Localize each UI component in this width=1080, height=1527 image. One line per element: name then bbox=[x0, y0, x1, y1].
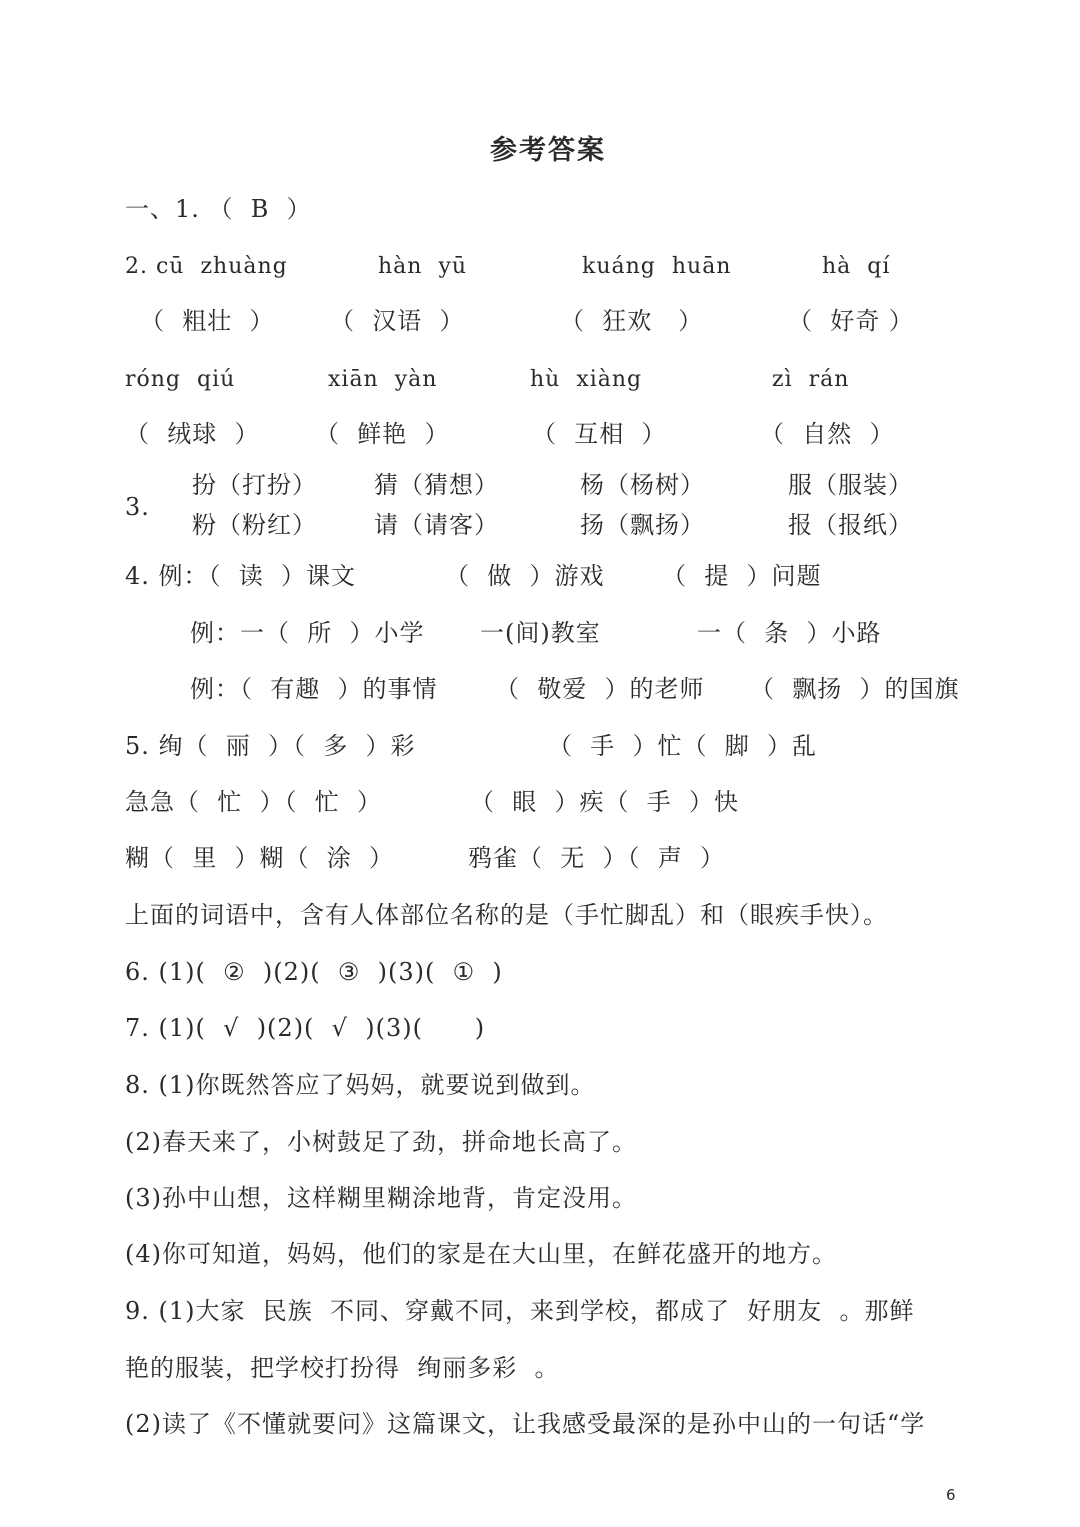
q8-line-2: (2)春天来了，小树鼓足了劲，拼命地长高了。 bbox=[125, 1128, 637, 1156]
q5-item-5: 糊（ 里 ）糊（ 涂 ） bbox=[125, 844, 395, 872]
q3-pair-5: 粉（粉红） bbox=[192, 511, 317, 539]
q8-line-4: (4)你可知道，妈妈，他们的家是在大山里，在鲜花盛开的地方。 bbox=[125, 1240, 837, 1268]
q2-word-6: （ 鲜艳 ） bbox=[315, 420, 450, 448]
q3-pair-1: 扮（打扮） bbox=[192, 471, 317, 499]
q2-pinyin-7: hù xiàng bbox=[530, 367, 643, 392]
q5-summary: 上面的词语中，含有人体部位名称的是（手忙脚乱）和（眼疾手快）。 bbox=[125, 901, 888, 929]
q8-line-1: 8. (1)你既然答应了妈妈，就要说到做到。 bbox=[125, 1071, 596, 1099]
q4-item-5: 一(间)教室 bbox=[480, 619, 601, 647]
q3-pair-8: 报（报纸） bbox=[788, 511, 913, 539]
q6-answer: 6. (1)( ② )(2)( ③ )(3)( ① ) bbox=[125, 958, 503, 986]
q3-pair-3: 杨（杨树） bbox=[580, 471, 705, 499]
q2-pinyin-5: róng qiú bbox=[125, 367, 236, 392]
q5-item-3: 急急（ 忙 ）（ 忙 ） bbox=[125, 788, 383, 816]
q3-label: 3. bbox=[125, 493, 150, 521]
q3-pair-6: 请（请客） bbox=[374, 511, 499, 539]
q1-answer: 一、1. （ B ） bbox=[125, 195, 312, 223]
q8-line-3: (3)孙中山想，这样糊里糊涂地背，肯定没用。 bbox=[125, 1184, 637, 1212]
q2-word-3: （ 狂欢 ） bbox=[560, 307, 704, 335]
q4-item-2: （ 做 ）游戏 bbox=[445, 562, 605, 590]
q3-pair-4: 服（服装） bbox=[788, 471, 913, 499]
q3-pair-7: 扬（飘扬） bbox=[580, 511, 705, 539]
q2-pinyin-6: xiān yàn bbox=[328, 367, 438, 392]
q5-item-6: 鸦雀（ 无 ）（ 声 ） bbox=[468, 844, 726, 872]
q3-pair-2: 猜（猜想） bbox=[374, 471, 499, 499]
q4-item-4: 例：一（ 所 ）小学 bbox=[190, 619, 425, 647]
q2-word-2: （ 汉语 ） bbox=[330, 307, 465, 335]
q4-item-1: 4. 例：（ 读 ）课文 bbox=[125, 562, 357, 590]
q4-item-7: 例：（ 有趣 ）的事情 bbox=[190, 675, 438, 703]
q9-line-3: (2)读了《不懂就要问》这篇课文，让我感受最深的是孙中山的一句话“学 bbox=[125, 1410, 926, 1438]
q2-pinyin-8: zì rán bbox=[772, 367, 850, 392]
q2-pinyin-1: 2. cū zhuàng bbox=[125, 254, 288, 279]
q9-line-1: 9. (1)大家 民族 不同、穿戴不同，来到学校，都成了 好朋友 。那鲜 bbox=[125, 1297, 915, 1325]
q4-item-9: （ 飘扬 ）的国旗 bbox=[750, 675, 960, 703]
q4-item-8: （ 敬爱 ）的老师 bbox=[495, 675, 705, 703]
q2-pinyin-4: hà qí bbox=[822, 254, 891, 279]
q5-item-2: （ 手 ）忙（ 脚 ）乱 bbox=[548, 732, 818, 760]
q5-item-4: （ 眼 ）疾（ 手 ）快 bbox=[470, 788, 740, 816]
q4-item-3: （ 提 ）问题 bbox=[662, 562, 822, 590]
q5-item-1: 5. 绚（ 丽 ）（ 多 ）彩 bbox=[125, 732, 416, 760]
q2-pinyin-2: hàn yū bbox=[378, 254, 468, 279]
page-title: 参考答案 bbox=[490, 135, 606, 166]
page-number: 6 bbox=[946, 1486, 957, 1504]
q2-word-4: （ 好奇 ） bbox=[788, 307, 914, 335]
q2-word-7: （ 互相 ） bbox=[532, 420, 667, 448]
q2-pinyin-3: kuáng huān bbox=[582, 254, 732, 279]
q2-word-1: （ 粗壮 ） bbox=[140, 307, 275, 335]
q2-word-5: （ 绒球 ） bbox=[125, 420, 260, 448]
q2-word-8: （ 自然 ） bbox=[760, 420, 895, 448]
q9-line-2: 艳的服装，把学校打扮得 绚丽多彩 。 bbox=[125, 1354, 560, 1382]
q4-item-6: 一（ 条 ）小路 bbox=[697, 619, 882, 647]
q7-answer: 7. (1)( √ )(2)( √ )(3)( ) bbox=[125, 1014, 486, 1042]
